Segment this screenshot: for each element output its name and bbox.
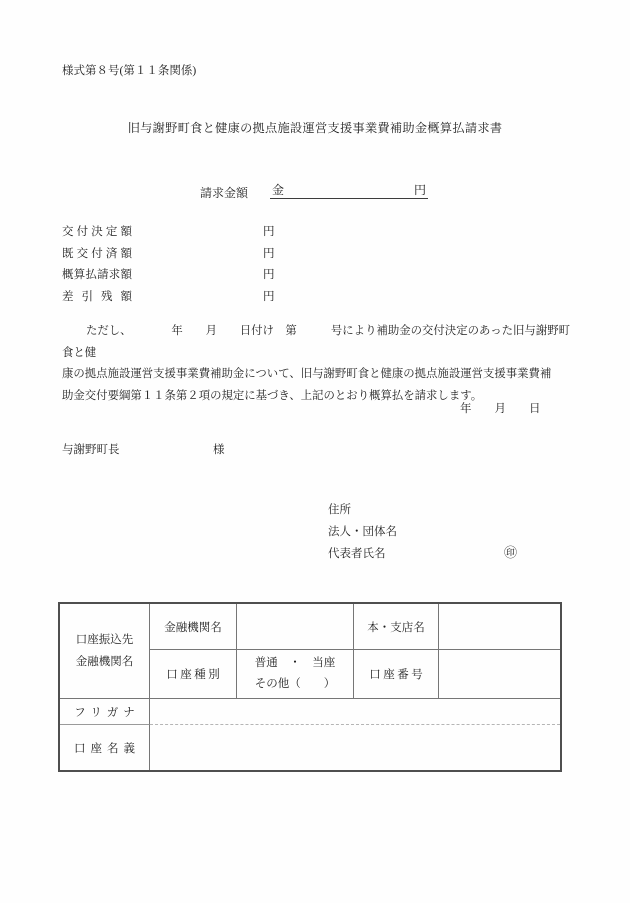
amount-unit: 円 xyxy=(263,269,275,281)
group-label-line-2: 金融機関名 xyxy=(75,656,134,668)
furigana-label-cell xyxy=(60,699,150,725)
applicant-organization-label: 法人・団体名 xyxy=(328,525,397,538)
currency-suffix: 円 xyxy=(413,183,426,197)
account-type-other-option: その他（ ） xyxy=(254,678,336,690)
form-number: 様式第８号(第１１条関係) xyxy=(62,65,197,77)
claim-amount-field xyxy=(270,182,428,199)
account-holder-label: 口座名義 xyxy=(74,742,140,755)
furigana-value-cell xyxy=(150,699,560,725)
account-number-label: 口座番号 xyxy=(369,669,426,681)
account-type-options: 普通 ・ 当座 xyxy=(254,657,336,669)
account-type-options-cell xyxy=(237,650,354,699)
furigana-label: フリガナ xyxy=(74,706,140,719)
page-title: 旧与謝野町食と健康の拠点施設運営支援事業費補助金概算払請求書 xyxy=(127,121,503,135)
amount-row-grant-decision xyxy=(62,223,342,245)
seal-mark-icon: ㊞ xyxy=(504,545,518,560)
amount-row-already-paid xyxy=(62,245,342,267)
bank-name-value-cell xyxy=(237,604,354,650)
body-line-3: 助金交付要綱第１１条第２項の規定に基づき、上記のとおり概算払を請求します。 xyxy=(62,389,483,402)
amount-unit: 円 xyxy=(263,247,275,260)
addressee-honorific: 様 xyxy=(213,444,225,456)
amount-unit: 円 xyxy=(263,290,275,303)
applicant-address-label: 住所 xyxy=(328,504,351,516)
branch-name-value-cell xyxy=(439,604,560,650)
account-type-label-cell xyxy=(150,650,237,699)
branch-name-label-cell: 本・支店名 xyxy=(354,604,439,650)
amount-label: 交付決定額 xyxy=(62,226,132,238)
body-paragraph xyxy=(62,321,574,407)
account-type-label: 口座種別 xyxy=(166,669,223,681)
addressee-line xyxy=(0,441,630,457)
amount-label: 差引残額 xyxy=(62,290,132,303)
claim-amount-label: 請求金額 xyxy=(200,186,249,200)
amount-label: 概算払請求額 xyxy=(62,269,132,281)
account-number-value-cell xyxy=(439,650,560,699)
body-line-2: 康の拠点施設運営支援事業費補助金について、旧与謝野町食と健康の拠点施設運営支援事業費補 xyxy=(62,368,552,380)
body-line-1: ただし、 年 月 日付け 第 号により補助金の交付決定のあった旧与謝野町食と健 xyxy=(62,325,570,359)
amount-unit: 円 xyxy=(263,226,275,238)
group-label-line-1: 口座振込先 xyxy=(75,634,134,646)
currency-prefix: 金 xyxy=(272,183,285,197)
date-line: 年 月 日 xyxy=(460,403,541,415)
applicant-block xyxy=(328,500,397,565)
amount-summary xyxy=(62,223,342,309)
account-number-label-cell xyxy=(354,650,439,699)
claim-amount-line xyxy=(0,184,630,202)
account-holder-label-cell xyxy=(60,725,150,770)
bank-name-label-cell: 金融機関名 xyxy=(150,604,237,650)
amount-label: 既交付済額 xyxy=(62,247,132,260)
transfer-account-group-cell xyxy=(60,604,150,699)
account-holder-value-cell xyxy=(150,725,560,770)
bank-account-table xyxy=(58,602,562,772)
applicant-representative-label: 代表者氏名 xyxy=(328,547,386,560)
amount-row-provisional-claim xyxy=(62,266,342,288)
addressee-name: 与謝野町長 xyxy=(62,444,120,456)
amount-row-balance xyxy=(62,288,342,310)
